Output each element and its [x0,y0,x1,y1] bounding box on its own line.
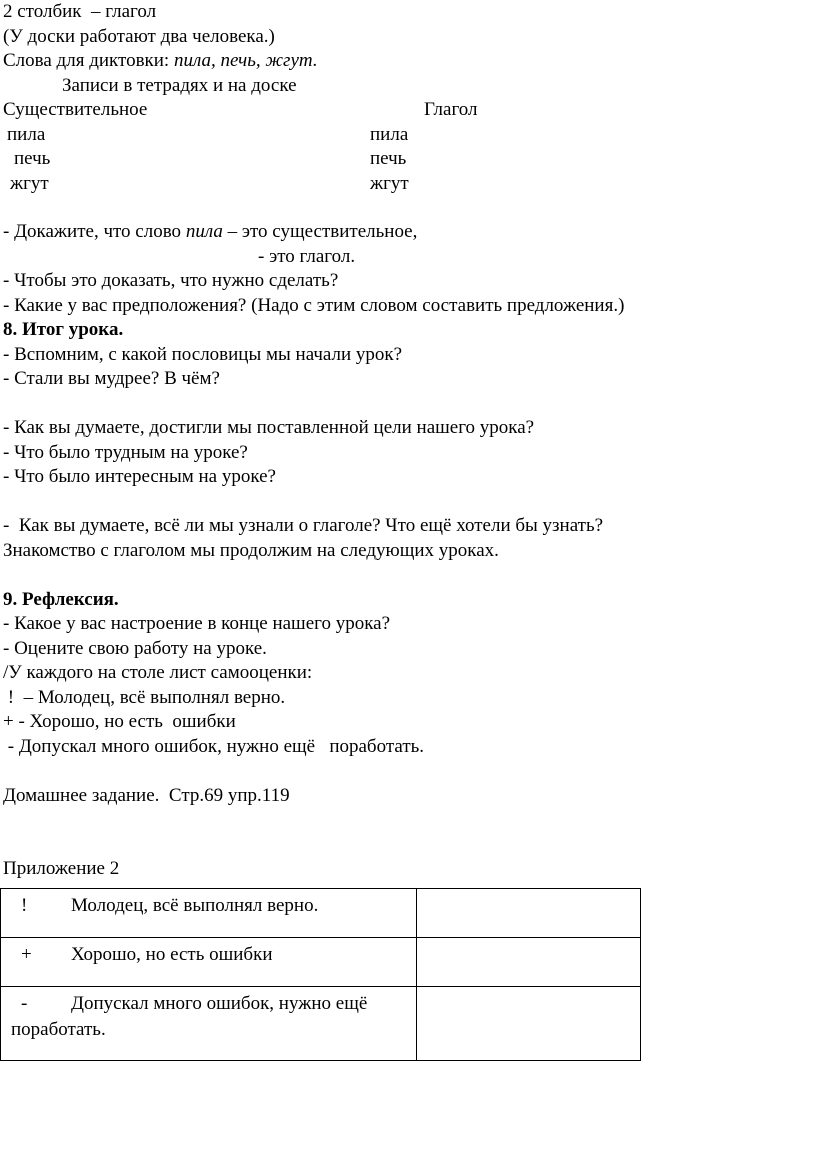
prove-q1-prefix: - Докажите, что слово [3,221,186,242]
section-8-question: - Как вы думаете, всё ли мы узнали о глаголе? Что ещё хотели бы узнать? [3,515,604,536]
section-8-question: - Стали вы мудрее? В чём? [3,368,220,389]
prove-question-3: - Какие у вас предположения? (Надо с этим словом составить предложения.) [3,295,625,316]
section-8-question: - Вспомним, с какой пословицы мы начали урок? [3,344,403,365]
table-cell-text [1,987,417,1061]
homework: Домашнее задание. Стр.69 упр.119 [3,785,290,806]
table-cell-empty [417,987,641,1061]
table-cell-empty [417,889,641,938]
row-text: Молодец, всё выполнял верно. [71,895,319,916]
row-text: Допускал много ошибок, нужно ещё [71,993,368,1014]
section-8-question: - Что было интересным на уроке? [3,466,276,487]
self-assessment-table [0,888,641,1061]
row-symbol: - [21,993,28,1014]
noun-header: Существительное [3,99,148,120]
self-assessment-option: + - Хорошо, но есть ошибки [3,711,236,732]
section-9-question: - Оцените свою работу на уроке. [3,638,267,659]
verb-header: Глагол [424,99,478,120]
table-cell-text [1,938,417,987]
self-assessment-option: - Допускал много ошибок, нужно ещё поработать. [3,736,425,757]
dictation-line [3,49,318,73]
noun-word: жгут [10,173,49,194]
dictation-words: пила, печь, жгут. [173,50,318,71]
section-8-question: - Что было трудным на уроке? [3,442,248,463]
table-cell-empty [417,938,641,987]
section-9-title: 9. Рефлексия. [3,589,119,610]
table-cell-text [1,889,417,938]
section-8-question: - Как вы думаете, достигли мы поставленной цели нашего урока? [3,417,535,438]
section-9-question: /У каждого на столе лист самооценки: [3,662,313,683]
row-text-continued: поработать. [11,1019,106,1040]
verb-word: печь [370,148,407,169]
row-text: Хорошо, но есть ошибки [71,944,273,965]
row-symbol: + [21,944,32,965]
table-row [1,889,641,938]
table-row [1,938,641,987]
appendix-title: Приложение 2 [3,858,120,879]
section-9-question: - Какое у вас настроение в конце нашего урока? [3,613,391,634]
verb-word: пила [370,124,409,145]
row-symbol: ! [21,895,28,916]
prove-question-1-line-2: - это глагол. [258,246,356,267]
section-8-title: 8. Итог урока. [3,319,124,340]
noun-word: печь [14,148,51,169]
prove-q1-word: пила [185,221,223,242]
header-line-2: (У доски работают два человека.) [3,26,275,47]
verb-word: жгут [370,173,409,194]
section-8-conclusion: Знакомство с глаголом мы продолжим на следующих уроках. [3,540,499,561]
header-line-1: 2 столбик – глагол [3,1,157,22]
dictation-prefix: Слова для диктовки: [3,50,174,71]
table-row [1,987,641,1061]
noun-word: пила [7,124,46,145]
notes-title: Записи в тетрадях и на доске [62,75,297,96]
prove-question-1 [3,220,417,244]
prove-q1-suffix: – это существительное, [222,221,418,242]
self-assessment-option: ! – Молодец, всё выполнял верно. [3,687,286,708]
prove-question-2: - Чтобы это доказать, что нужно сделать? [3,270,339,291]
